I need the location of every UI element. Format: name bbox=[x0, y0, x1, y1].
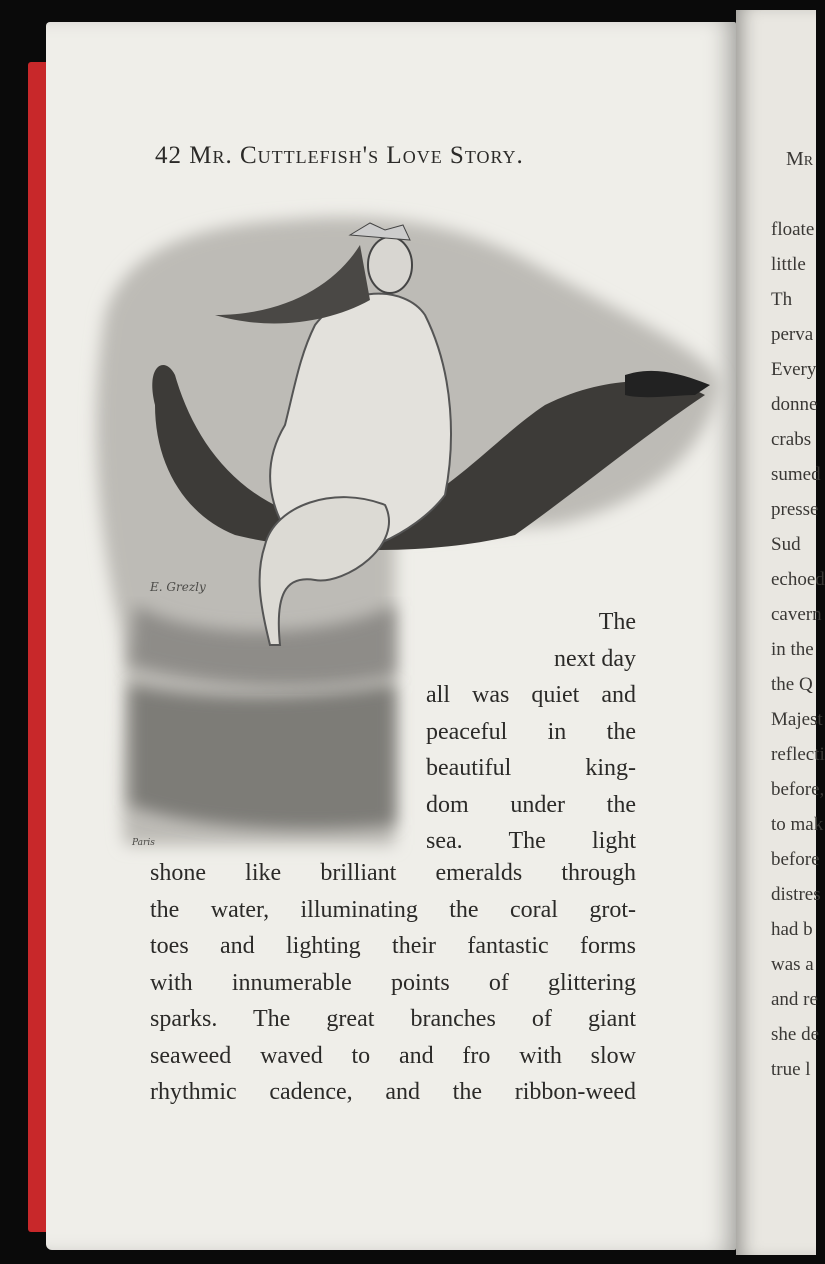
right-page-line: little bbox=[771, 254, 806, 275]
text-line: sea. The light bbox=[426, 828, 636, 854]
right-page-line: crabs bbox=[771, 429, 812, 450]
right-page-line: reflecti bbox=[771, 744, 825, 765]
right-page-line: floate bbox=[771, 219, 815, 240]
right-page-header: Mr bbox=[786, 148, 814, 170]
right-page-line: she de bbox=[771, 1024, 820, 1045]
right-page-line: sumed bbox=[771, 464, 821, 485]
right-page-line: in the bbox=[771, 639, 814, 660]
right-page-line: before bbox=[771, 849, 820, 870]
right-page-line: distres bbox=[771, 884, 821, 905]
text-line: rhythmic cadence, and the ribbon-weed bbox=[150, 1079, 636, 1105]
text-line: The bbox=[598, 609, 636, 635]
right-page-line: cavern bbox=[771, 604, 822, 625]
page-header: 42 Mr. Cuttlefish's Love Story. bbox=[155, 142, 524, 169]
right-page-line: echoed bbox=[771, 569, 825, 590]
text-line: shone like brilliant emeralds through bbox=[150, 860, 636, 886]
text-line: the water, illuminating the coral grot- bbox=[150, 896, 636, 923]
artist-signature: E. Grezly bbox=[150, 580, 206, 594]
text-line: peaceful in the bbox=[426, 718, 636, 745]
text-line: dom under the bbox=[426, 791, 636, 818]
paragraph bbox=[150, 855, 636, 1111]
text-line: seaweed waved to and fro with slow bbox=[150, 1042, 636, 1069]
right-page-line: and re bbox=[771, 989, 818, 1010]
text-line: beautiful king- bbox=[426, 755, 636, 781]
right-page-line: the Q bbox=[771, 674, 813, 695]
right-page-line: Every bbox=[771, 359, 817, 380]
right-page-line: perva bbox=[771, 324, 814, 345]
text-line: next day bbox=[554, 645, 636, 672]
engraver-signature: Paris bbox=[132, 838, 155, 848]
wrapped-paragraph bbox=[426, 604, 636, 860]
right-page-line: Sud bbox=[771, 534, 801, 555]
right-page-line: true l bbox=[771, 1059, 811, 1080]
right-page-line: to mak bbox=[771, 814, 824, 835]
text-line: sparks. The great branches of giant bbox=[150, 1006, 636, 1032]
text-line: all was quiet and bbox=[426, 682, 636, 708]
right-page-line: had b bbox=[771, 919, 813, 940]
right-page-line: presse bbox=[771, 499, 819, 520]
right-page-line: Majest bbox=[771, 709, 823, 730]
text-line: toes and lighting their fantastic forms bbox=[150, 933, 636, 959]
text-line: with innumerable points of glittering bbox=[150, 969, 636, 996]
right-page-line: Th bbox=[771, 289, 793, 310]
right-page bbox=[736, 10, 825, 1255]
right-page-line: was a bbox=[771, 954, 814, 975]
right-page-text bbox=[771, 212, 825, 1087]
right-page-line: before, bbox=[771, 779, 825, 800]
right-page-line: donne bbox=[771, 394, 818, 415]
